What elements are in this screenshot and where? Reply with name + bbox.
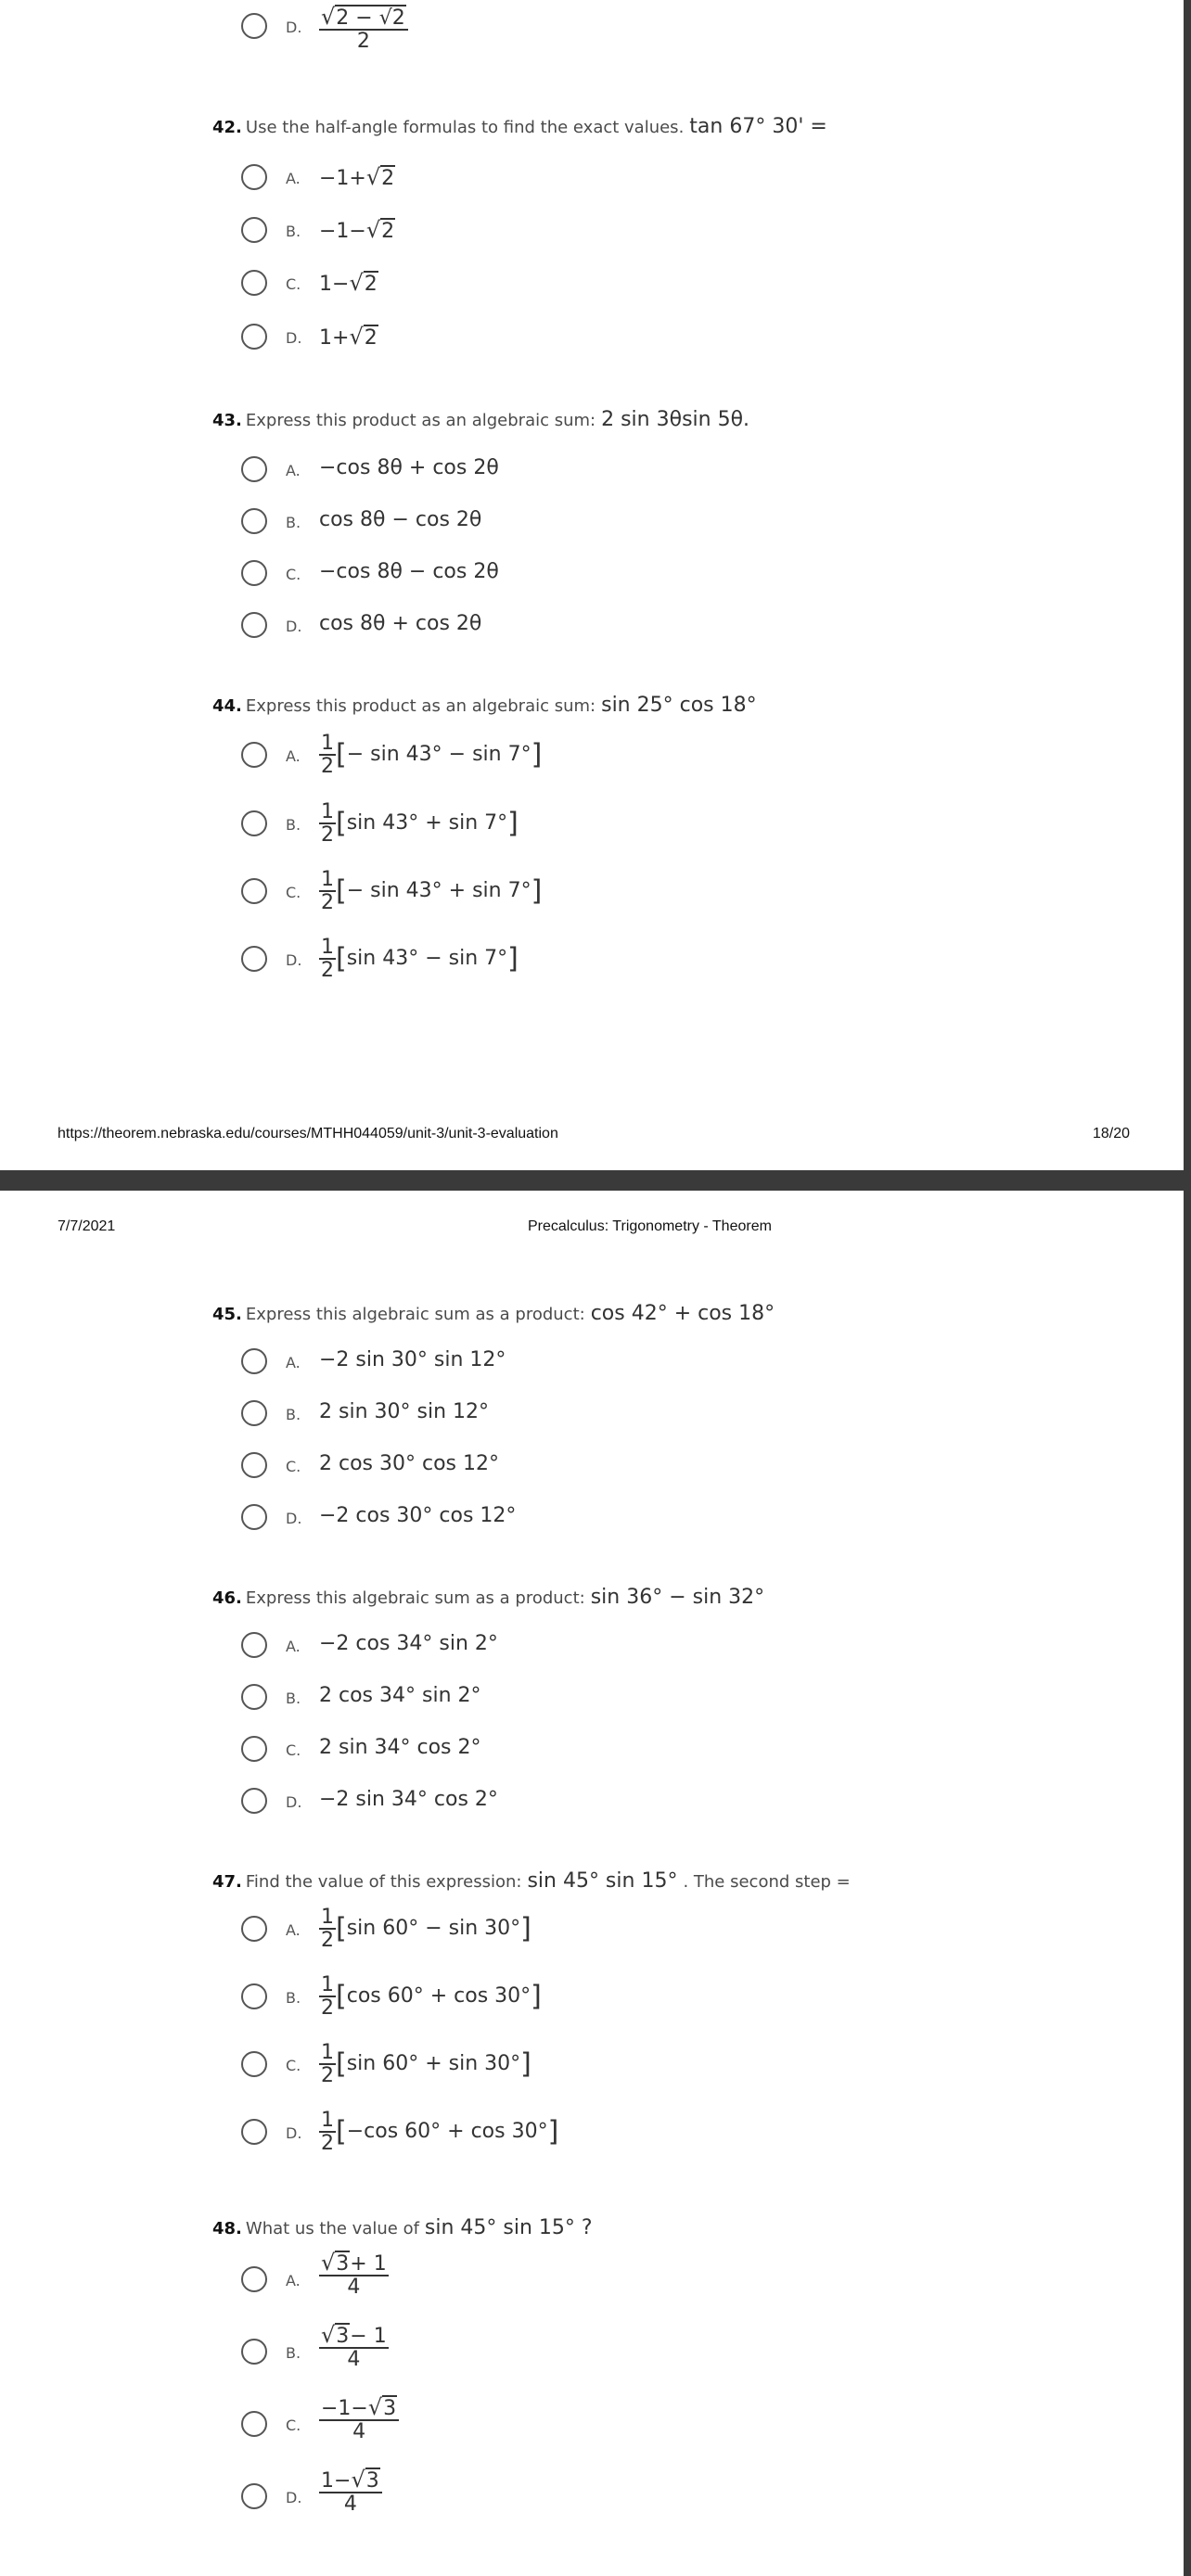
option-45-c[interactable]: C. 2 cos 30° cos 12° <box>241 1450 890 1487</box>
footer-url: https://theorem.nebraska.edu/courses/MTHH044059/unit-3/unit-3-evaluation <box>58 1126 558 1141</box>
question-47: 47. Find the value of this expression: sin 45° sin 15° . The second step = <box>212 1869 851 1893</box>
option-value: $\frac{√2 - √2}{2}$ <box>319 6 408 52</box>
radio-button[interactable] <box>241 1504 267 1530</box>
radio-button[interactable] <box>241 612 267 638</box>
radio-button[interactable] <box>241 1400 267 1426</box>
option-42-b[interactable]: B. −1−√2 <box>241 215 890 252</box>
radio-button[interactable] <box>241 1983 267 2009</box>
option-48-d[interactable]: D. $\frac{1-√3}{4}$ <box>241 2481 890 2519</box>
option-48-c[interactable]: C. $\frac{-1-√3}{4}$ <box>241 2409 890 2446</box>
pdf-page-18 <box>0 0 1184 1170</box>
radio-button[interactable] <box>241 2266 267 2292</box>
question-46: 46. Express this algebraic sum as a product: sin 36° − sin 32° <box>212 1586 765 1609</box>
pdf-page-19 <box>0 1191 1184 2576</box>
radio-button[interactable] <box>241 1632 267 1658</box>
option-letter: D. <box>286 19 302 36</box>
question-44: 44. Express this product as an algebraic sum: sin 25° cos 18° <box>212 694 757 717</box>
radio-button[interactable] <box>241 560 267 586</box>
radio-button[interactable] <box>241 1348 267 1374</box>
radio-button[interactable] <box>241 456 267 482</box>
question-42: 42. Use the half-angle formulas to find the exact values. tan 67° 30' = <box>212 115 827 138</box>
radio-button[interactable] <box>241 1916 267 1942</box>
option-42-c[interactable]: C. 1−√2 <box>241 268 890 305</box>
option-44-d[interactable]: D. $\frac{1}{2}$ [sin 43° − sin 7°] <box>241 944 890 981</box>
option-46-d[interactable]: D. −2 sin 34° cos 2° <box>241 1786 890 1823</box>
radio-button[interactable] <box>241 324 267 350</box>
option-48-b[interactable]: B. $\frac{√3- 1}{4}$ <box>241 2337 890 2374</box>
radio-button[interactable] <box>241 2339 267 2365</box>
question-45: 45. Express this algebraic sum as a product: cos 42° + cos 18° <box>212 1302 775 1325</box>
option-43-d[interactable]: D. cos 8θ + cos 2θ <box>241 610 890 647</box>
option-43-c[interactable]: C. −cos 8θ − cos 2θ <box>241 558 890 595</box>
option-46-b[interactable]: B. 2 cos 34° sin 2° <box>241 1682 890 1719</box>
option-43-a[interactable]: A. −cos 8θ + cos 2θ <box>241 454 890 491</box>
radio-button[interactable] <box>241 2411 267 2437</box>
option-47-c[interactable]: C. $\frac{1}{2}$ [sin 60° + sin 30°] <box>241 2049 890 2086</box>
question-43: 43. Express this product as an algebraic sum: 2 sin 3θsin 5θ. <box>212 408 750 431</box>
option-46-a[interactable]: A. −2 cos 34° sin 2° <box>241 1630 890 1667</box>
option-44-c[interactable]: C. $\frac{1}{2}$ [− sin 43° + sin 7°] <box>241 876 890 913</box>
option-47-d[interactable]: D. $\frac{1}{2}$ [−cos 60° + cos 30°] <box>241 2117 890 2154</box>
option-45-a[interactable]: A. −2 sin 30° sin 12° <box>241 1346 890 1384</box>
radio-button[interactable] <box>241 508 267 534</box>
header-title: Precalculus: Trigonometry - Theorem <box>528 1218 772 1234</box>
option-46-c[interactable]: C. 2 sin 34° cos 2° <box>241 1734 890 1771</box>
radio-button[interactable] <box>241 878 267 904</box>
header-date: 7/7/2021 <box>58 1218 116 1234</box>
radio-button[interactable] <box>241 217 267 243</box>
radio-button[interactable] <box>241 2051 267 2077</box>
radio-button[interactable] <box>241 1452 267 1478</box>
option-48-a[interactable]: A. $\frac{√3+ 1}{4}$ <box>241 2264 890 2302</box>
option-43-b[interactable]: B. cos 8θ − cos 2θ <box>241 506 890 543</box>
radio-button[interactable] <box>241 1736 267 1762</box>
radio-button[interactable] <box>241 1684 267 1710</box>
radio-button[interactable] <box>241 946 267 972</box>
radio-button[interactable] <box>241 164 267 190</box>
radio-button[interactable] <box>241 2483 267 2509</box>
footer-page-number: 18/20 <box>1093 1126 1131 1141</box>
radio-button[interactable] <box>241 13 267 39</box>
radio-button[interactable] <box>241 742 267 768</box>
option-42-a[interactable]: A. −1+√2 <box>241 162 890 199</box>
option-44-a[interactable]: A. $\frac{1}{2}$ [− sin 43° − sin 7°] <box>241 740 890 777</box>
option-45-d[interactable]: D. −2 cos 30° cos 12° <box>241 1502 890 1539</box>
option-44-b[interactable]: B. $\frac{1}{2}$ [sin 43° + sin 7°] <box>241 809 890 846</box>
option-47-a[interactable]: A. $\frac{1}{2}$ [sin 60° − sin 30°] <box>241 1914 890 1951</box>
radio-button[interactable] <box>241 810 267 836</box>
radio-button[interactable] <box>241 270 267 296</box>
option-42-d[interactable]: D. 1+√2 <box>241 322 890 359</box>
question-48: 48. What us the value of sin 45° sin 15° ? <box>212 2216 593 2239</box>
radio-button[interactable] <box>241 2119 267 2145</box>
option-47-b[interactable]: B. $\frac{1}{2}$ [cos 60° + cos 30°] <box>241 1982 890 2019</box>
option-prev-d[interactable] <box>241 4 890 54</box>
radio-button[interactable] <box>241 1788 267 1814</box>
option-45-b[interactable]: B. 2 sin 30° sin 12° <box>241 1398 890 1435</box>
